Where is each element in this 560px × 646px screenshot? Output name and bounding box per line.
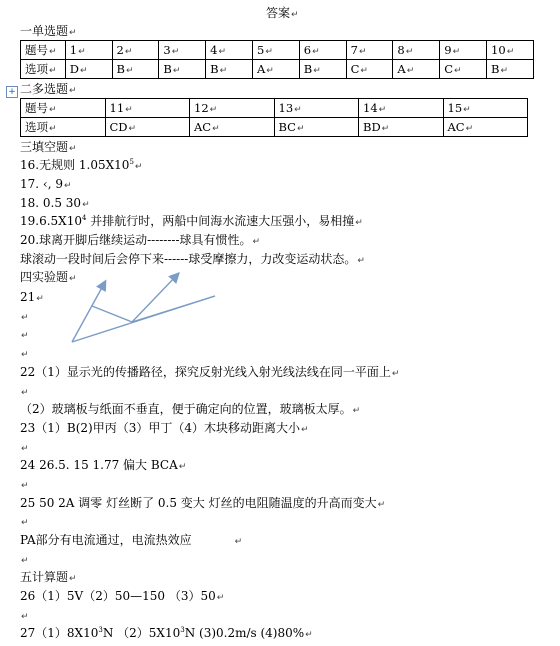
return-mark: ↵ <box>360 66 368 76</box>
cell-text: 10 <box>491 43 506 57</box>
cell-text: 2 <box>116 43 124 57</box>
connector-line <box>92 306 132 322</box>
answer-23: 23（1）B(2)甲丙（3）甲丁（4）木块移动距离大小↵ <box>20 421 309 435</box>
cell-text: 13 <box>278 101 294 115</box>
blank-line: ↵ <box>21 350 29 360</box>
answer-24: 24 26.5. 15 1.77 偏大 BCA↵ <box>20 458 187 472</box>
return-mark: ↵ <box>126 66 134 76</box>
cell-text: 14 <box>363 101 378 115</box>
table-cell <box>346 41 393 60</box>
return-mark: ↵ <box>465 124 474 134</box>
cell-text: C <box>350 62 360 76</box>
return-mark: ↵ <box>125 105 133 115</box>
table-move-handle-icon[interactable]: + <box>6 86 18 98</box>
table-cell <box>440 60 487 79</box>
table-cell <box>359 118 444 137</box>
answer-18: 18. 0.5 30↵ <box>20 196 90 210</box>
table-cell <box>440 41 487 60</box>
table-cell <box>112 41 159 60</box>
cell-text: AC <box>447 120 465 134</box>
blank-line: ↵ <box>21 556 29 566</box>
return-mark: ↵ <box>172 66 181 76</box>
return-mark: ↵ <box>452 47 461 57</box>
cell-text: A <box>256 62 266 76</box>
cell-text: BC <box>278 120 296 134</box>
blank-line: ↵ <box>21 313 29 323</box>
answer-20b: 球滚动一段时间后会停下来------球受摩擦力，力改变运动状态。↵ <box>20 252 365 266</box>
blank-line: ↵ <box>21 612 29 622</box>
table-cell <box>159 41 206 60</box>
blank-line: ↵ <box>21 444 29 454</box>
return-mark: ↵ <box>312 47 320 57</box>
answer-19: $19.6.5X10^4$ 并排航行时，两船中间海水流速大压强小，易相撞↵ <box>20 214 363 228</box>
cell-text: B <box>163 62 172 76</box>
return-mark: ↵ <box>209 105 218 115</box>
table-cell <box>443 118 528 137</box>
table-cell <box>252 60 299 79</box>
cell-text: 5 <box>256 43 265 57</box>
return-mark: ↵ <box>378 105 387 115</box>
section2-heading: 二多选题↵ <box>20 82 77 96</box>
answer-22b: （2）玻璃板与纸面不垂直，便于确定向的位置，玻璃板太厚。↵ <box>20 402 361 416</box>
table-row <box>21 41 534 60</box>
cell-text: D <box>69 62 79 76</box>
table-cell <box>65 60 112 79</box>
blank-line: ↵ <box>21 518 29 528</box>
section3-heading: 三填空题↵ <box>20 140 77 154</box>
return-mark: ↵ <box>171 47 180 57</box>
cell-text: B <box>210 62 219 76</box>
multi-choice-table <box>20 98 528 137</box>
return-mark: ↵ <box>454 66 462 76</box>
cell-text: 4 <box>210 43 218 57</box>
blank-line: ↵ <box>21 331 29 341</box>
answer-17: 17. ‹, 9↵ <box>20 177 72 191</box>
table-cell <box>299 60 346 79</box>
table-cell <box>299 41 346 60</box>
cell-text: 题号 <box>25 43 48 57</box>
cell-text: 7 <box>350 43 358 57</box>
cell-text: 3 <box>163 43 171 57</box>
table-cell <box>443 99 528 118</box>
return-mark: ↵ <box>406 66 415 76</box>
single-choice-table <box>20 40 534 79</box>
table-cell <box>190 99 275 118</box>
cell-text: 6 <box>303 43 312 57</box>
return-mark: ↵ <box>313 66 321 76</box>
return-mark: ↵ <box>49 124 57 134</box>
table-cell <box>65 41 112 60</box>
table-cell <box>206 60 253 79</box>
table-cell <box>105 118 190 137</box>
table-cell <box>393 41 440 60</box>
table-cell <box>252 41 299 60</box>
table-cell <box>206 41 253 60</box>
cell-text: 1 <box>69 43 78 57</box>
cell-text: 11 <box>109 101 125 115</box>
return-mark: ↵ <box>506 47 515 57</box>
return-mark: ↵ <box>500 66 509 76</box>
return-mark: ↵ <box>405 47 414 57</box>
table-cell <box>274 118 359 137</box>
row-header-cell <box>21 60 66 79</box>
return-mark: ↵ <box>218 47 227 57</box>
cell-text: 15 <box>447 101 463 115</box>
answer-25b: PA部分有电流通过，电流热效应 ↵ <box>20 533 243 547</box>
answer-16: 16.无规则 $1.05X10^5↵$ <box>20 158 143 172</box>
ray-diagram <box>60 262 230 352</box>
table-cell <box>487 41 534 60</box>
cell-text: B <box>491 62 500 76</box>
cell-text: AC <box>194 120 212 134</box>
table-row <box>21 118 528 137</box>
row-header-cell <box>21 41 66 60</box>
return-mark: ↵ <box>296 124 305 134</box>
cell-text: BD <box>363 120 381 134</box>
answer-26: 26（1）5V（2）50—150 （3）50↵ <box>20 589 225 603</box>
table-cell <box>393 60 440 79</box>
table-cell <box>159 60 206 79</box>
cell-text: 9 <box>444 43 452 57</box>
table-cell <box>190 118 275 137</box>
page-title: 答案↵ <box>266 6 299 20</box>
row-header-cell <box>21 99 106 118</box>
answer-22a: 22（1）显示光的传播路径，探究反射光线入射光线法线在同一平面上↵ <box>20 365 400 379</box>
cell-text: 选项 <box>25 120 48 134</box>
cell-text: A <box>397 62 406 76</box>
section4-heading: 四实验题↵ <box>20 270 77 284</box>
cell-text: 12 <box>194 101 209 115</box>
return-mark: ↵ <box>219 66 228 76</box>
table-cell <box>359 99 444 118</box>
return-mark: ↵ <box>294 105 302 115</box>
table-cell <box>487 60 534 79</box>
return-mark: ↵ <box>463 105 471 115</box>
table-cell <box>112 60 159 79</box>
cell-text: C <box>444 62 454 76</box>
return-mark: ↵ <box>78 47 86 57</box>
section5-heading: 五计算题↵ <box>20 570 77 584</box>
return-mark: ↵ <box>49 66 57 76</box>
return-mark: ↵ <box>49 47 57 57</box>
table-cell <box>346 60 393 79</box>
answer-20: 20.球离开脚后继续运动--------球具有惯性。↵ <box>20 233 261 247</box>
return-mark: ↵ <box>265 47 273 57</box>
return-mark: ↵ <box>212 124 220 134</box>
return-mark: ↵ <box>128 124 137 134</box>
cell-text: 题号 <box>25 101 48 115</box>
answer-21: 21↵ <box>20 290 44 304</box>
table-cell <box>105 99 190 118</box>
cell-text: B <box>116 62 125 76</box>
cell-text: CD <box>109 120 128 134</box>
blank-line: ↵ <box>21 481 29 491</box>
return-mark: ↵ <box>49 105 57 115</box>
cell-text: B <box>303 62 313 76</box>
answer-27: $27(1)8X10^3N$ $(2)5X10^3N$ (3)0.2m/s (4)80%↵ <box>20 626 313 640</box>
cell-text: 8 <box>397 43 405 57</box>
cell-text: 选项 <box>25 62 48 76</box>
return-mark: ↵ <box>79 66 88 76</box>
blank-line: ↵ <box>21 388 29 398</box>
table-row <box>21 99 528 118</box>
table-cell <box>274 99 359 118</box>
row-header-cell <box>21 118 106 137</box>
table-row <box>21 60 534 79</box>
answer-25: 25 50 2A 调零 灯丝断了 0.5 变大 灯丝的电阻随温度的升高而变大↵ <box>20 496 386 510</box>
return-mark: ↵ <box>124 47 133 57</box>
section1-heading: 一单选题↵ <box>20 24 77 38</box>
return-mark: ↵ <box>358 47 367 57</box>
return-mark: ↵ <box>381 124 390 134</box>
return-mark: ↵ <box>266 66 274 76</box>
